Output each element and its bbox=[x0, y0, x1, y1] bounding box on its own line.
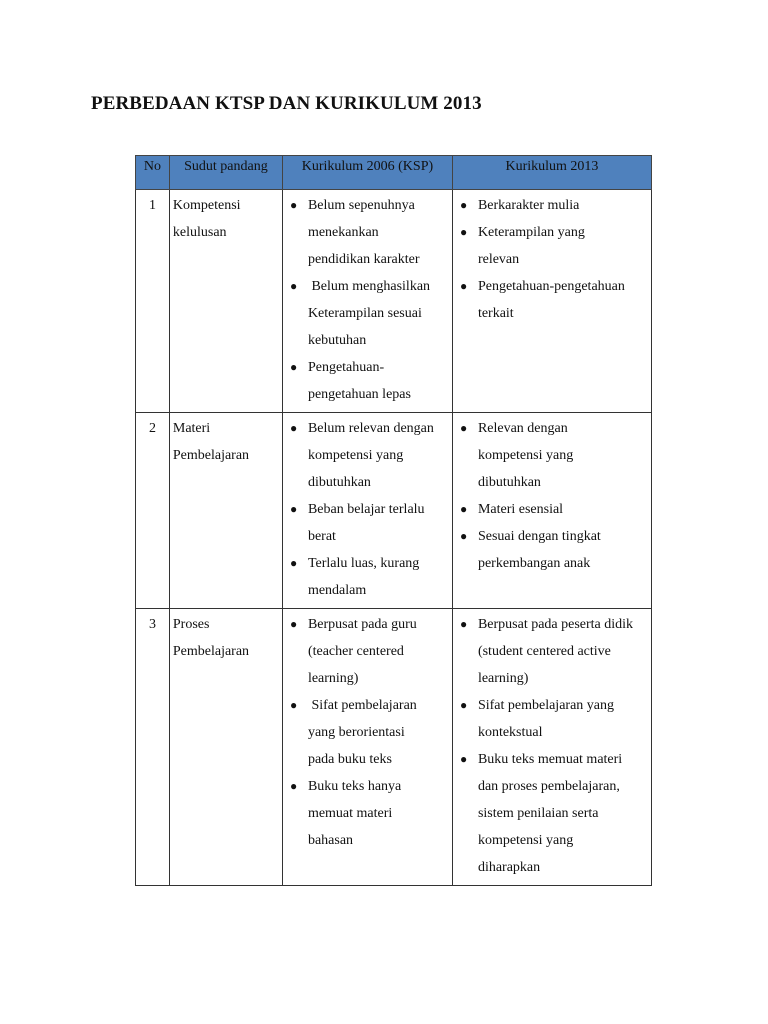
bullet-line: Sifat pembelajaran bbox=[307, 698, 417, 713]
aspect-line: Materi bbox=[172, 421, 211, 436]
bullet-line: (teacher centered bbox=[307, 644, 404, 659]
bullet-list bbox=[286, 415, 449, 604]
bullet-item bbox=[286, 611, 449, 692]
bullet-line: terkait bbox=[477, 306, 514, 321]
bullet-item bbox=[456, 746, 648, 881]
bullet-line: dan proses pembelajaran, bbox=[477, 779, 620, 794]
document-title: PERBEDAAN KTSP DAN KURIKULUM 2013 bbox=[91, 93, 482, 114]
bullet-line: memuat materi bbox=[307, 806, 393, 821]
bullet-icon: ● bbox=[459, 698, 468, 712]
bullet-item bbox=[286, 192, 449, 273]
bullet-icon: ● bbox=[459, 198, 468, 212]
bullet-item bbox=[456, 273, 648, 327]
bullet-line: perkembangan anak bbox=[477, 556, 591, 571]
k13-cell bbox=[452, 413, 651, 609]
bullet-item bbox=[456, 192, 648, 219]
bullet-icon: ● bbox=[289, 779, 298, 793]
bullet-icon: ● bbox=[289, 360, 298, 374]
ksp-cell bbox=[282, 190, 452, 413]
bullet-line: Relevan dengan bbox=[477, 421, 568, 436]
bullet-icon: ● bbox=[289, 279, 298, 293]
bullet-line: Pengetahuan-pengetahuan bbox=[477, 279, 625, 294]
bullet-item bbox=[456, 219, 648, 273]
table-row bbox=[136, 190, 652, 413]
bullet-line: mendalam bbox=[307, 583, 367, 598]
bullet-line: pengetahuan lepas bbox=[307, 387, 411, 402]
table-body bbox=[136, 190, 652, 886]
bullet-line: kompetensi yang bbox=[307, 448, 404, 463]
bullet-line: Sifat pembelajaran yang bbox=[477, 698, 614, 713]
bullet-line: Materi esensial bbox=[477, 502, 564, 517]
bullet-list bbox=[456, 415, 648, 577]
bullet-line: sistem penilaian serta bbox=[477, 806, 599, 821]
bullet-line: Belum relevan dengan bbox=[307, 421, 434, 436]
bullet-item bbox=[456, 496, 648, 523]
table-header-row bbox=[136, 156, 652, 190]
bullet-item bbox=[456, 415, 648, 496]
bullet-line: diharapkan bbox=[477, 860, 541, 875]
bullet-line: learning) bbox=[307, 671, 359, 686]
bullet-line: relevan bbox=[477, 252, 520, 267]
bullet-line: pendidikan karakter bbox=[307, 252, 420, 267]
bullet-list bbox=[286, 192, 449, 408]
bullet-list bbox=[456, 611, 648, 881]
bullet-item bbox=[286, 354, 449, 408]
aspect-line: Proses bbox=[172, 617, 210, 632]
bullet-item bbox=[286, 550, 449, 604]
bullet-line: Buku teks hanya bbox=[307, 779, 402, 794]
bullet-line: Belum sepenuhnya bbox=[307, 198, 415, 213]
bullet-line: kompetensi yang bbox=[477, 833, 574, 848]
bullet-line: Pengetahuan- bbox=[307, 360, 385, 375]
row-number: 1 bbox=[136, 190, 170, 413]
bullet-item bbox=[286, 496, 449, 550]
aspect-cell bbox=[169, 190, 282, 413]
header-no: No bbox=[136, 156, 170, 190]
ksp-cell bbox=[282, 609, 452, 886]
aspect-line: Pembelajaran bbox=[172, 644, 250, 659]
aspect-line: Pembelajaran bbox=[172, 448, 250, 463]
bullet-line: Terlalu luas, kurang bbox=[307, 556, 420, 571]
bullet-line: dibutuhkan bbox=[307, 475, 371, 490]
bullet-icon: ● bbox=[459, 279, 468, 293]
bullet-item bbox=[286, 773, 449, 854]
bullet-item bbox=[286, 415, 449, 496]
bullet-line: menekankan bbox=[307, 225, 379, 240]
bullet-line: dibutuhkan bbox=[477, 475, 541, 490]
bullet-line: Belum menghasilkan bbox=[307, 279, 431, 294]
bullet-item bbox=[456, 611, 648, 692]
table-row bbox=[136, 609, 652, 886]
bullet-item bbox=[286, 273, 449, 354]
header-kurikulum-2006: Kurikulum 2006 (KSP) bbox=[282, 156, 452, 190]
aspect-cell bbox=[169, 413, 282, 609]
k13-cell bbox=[452, 609, 651, 886]
bullet-line: Beban belajar terlalu bbox=[307, 502, 425, 517]
header-kurikulum-2013: Kurikulum 2013 bbox=[452, 156, 651, 190]
bullet-line: kontekstual bbox=[477, 725, 543, 740]
bullet-icon: ● bbox=[459, 421, 468, 435]
bullet-item bbox=[456, 692, 648, 746]
bullet-line: learning) bbox=[477, 671, 529, 686]
bullet-icon: ● bbox=[289, 556, 298, 570]
row-number: 3 bbox=[136, 609, 170, 886]
bullet-icon: ● bbox=[289, 198, 298, 212]
bullet-icon: ● bbox=[459, 225, 468, 239]
bullet-line: pada buku teks bbox=[307, 752, 392, 767]
bullet-line: bahasan bbox=[307, 833, 354, 848]
k13-cell bbox=[452, 190, 651, 413]
aspect-cell bbox=[169, 609, 282, 886]
bullet-icon: ● bbox=[289, 617, 298, 631]
bullet-line: Berpusat pada peserta didik bbox=[477, 617, 634, 632]
bullet-icon: ● bbox=[289, 502, 298, 516]
bullet-line: Berkarakter mulia bbox=[477, 198, 580, 213]
bullet-line: Sesuai dengan tingkat bbox=[477, 529, 601, 544]
aspect-line: Kompetensi bbox=[172, 198, 241, 213]
bullet-line: kompetensi yang bbox=[477, 448, 574, 463]
bullet-icon: ● bbox=[289, 698, 298, 712]
bullet-item bbox=[456, 523, 648, 577]
bullet-list bbox=[286, 611, 449, 854]
bullet-line: (student centered active bbox=[477, 644, 611, 659]
bullet-line: kebutuhan bbox=[307, 333, 367, 348]
aspect-line: kelulusan bbox=[172, 225, 227, 240]
bullet-icon: ● bbox=[459, 617, 468, 631]
table-row bbox=[136, 413, 652, 609]
bullet-line: berat bbox=[307, 529, 336, 544]
bullet-icon: ● bbox=[459, 529, 468, 543]
ksp-cell bbox=[282, 413, 452, 609]
header-sudut-pandang: Sudut pandang bbox=[169, 156, 282, 190]
bullet-line: Keterampilan sesuai bbox=[307, 306, 422, 321]
bullet-icon: ● bbox=[459, 502, 468, 516]
bullet-list bbox=[456, 192, 648, 327]
bullet-line: yang berorientasi bbox=[307, 725, 405, 740]
bullet-line: Buku teks memuat materi bbox=[477, 752, 623, 767]
comparison-table bbox=[135, 155, 652, 886]
bullet-item bbox=[286, 692, 449, 773]
row-number: 2 bbox=[136, 413, 170, 609]
bullet-icon: ● bbox=[459, 752, 468, 766]
bullet-line: Berpusat pada guru bbox=[307, 617, 417, 632]
bullet-line: Keterampilan yang bbox=[477, 225, 585, 240]
bullet-icon: ● bbox=[289, 421, 298, 435]
